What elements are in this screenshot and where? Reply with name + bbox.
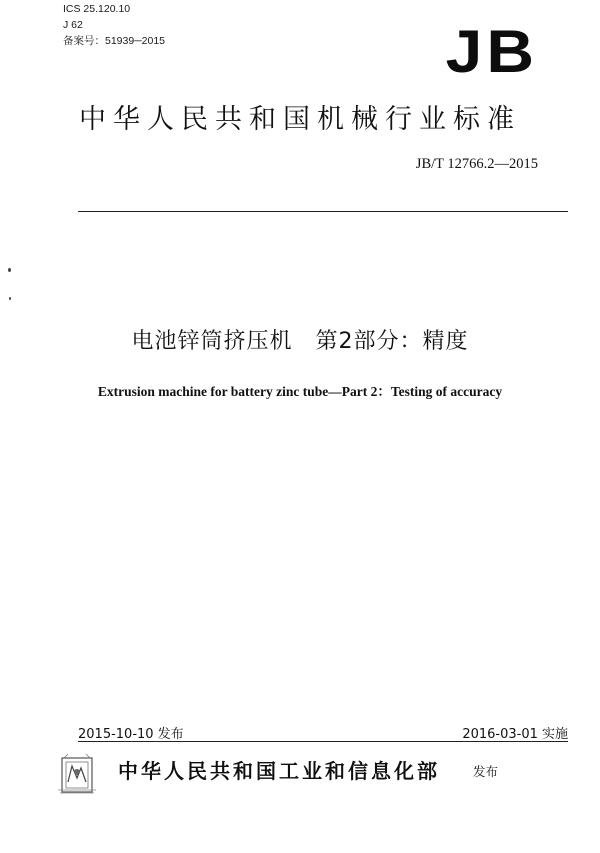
implement-date: 2016-03-01 实施 [462, 727, 568, 742]
standard-number: JB/T 12766.2—2015 [415, 156, 538, 172]
issuer-name: 中华人民共和国工业和信息化部 [118, 759, 440, 783]
jb-logo: JB [445, 16, 538, 86]
industry-standard-title: 中华人民共和国机械行业标准 [79, 104, 521, 135]
ics-code: ICS 25.120.10 [63, 3, 131, 15]
document-title-english: Extrusion machine for battery zinc tube—Part 2：Testing of accuracy [97, 384, 503, 399]
seal-icon [54, 752, 100, 798]
publish-date: 2015-10-10 发布 [78, 727, 184, 742]
footer-divider [78, 741, 568, 742]
scan-speck [9, 297, 11, 300]
header-divider [78, 211, 568, 212]
document-title-chinese: 电池锌筒挤压机 第2部分：精度 [131, 329, 469, 354]
classification-code: J 62 [63, 19, 83, 31]
scan-speck [8, 268, 11, 272]
filing-number: 备案号：51939─2015 [63, 35, 165, 47]
issuer-suffix: 发布 [473, 764, 499, 779]
